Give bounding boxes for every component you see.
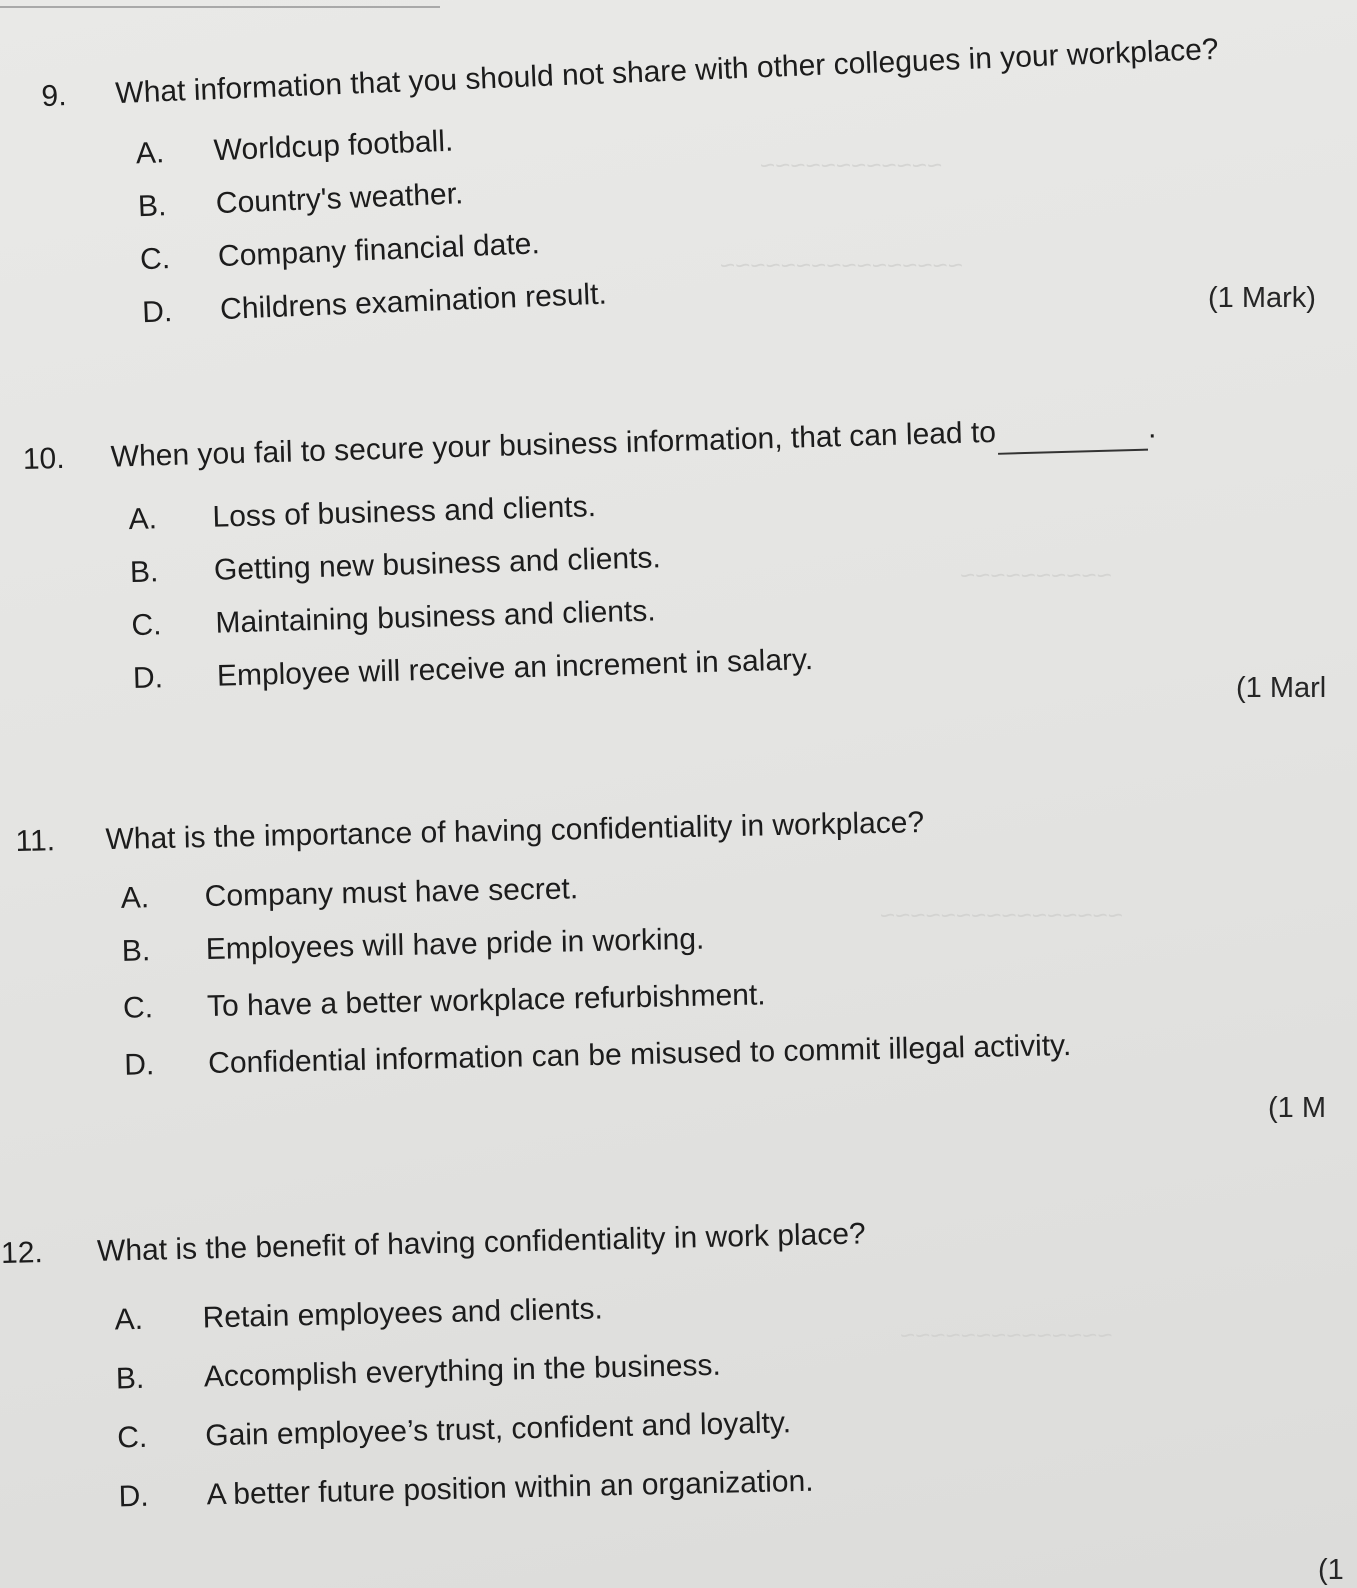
option-text: Loss of business and clients.	[212, 490, 597, 534]
option-letter: C.	[139, 242, 171, 277]
option-text: Childrens examination result.	[219, 277, 608, 327]
option-letter: A.	[135, 136, 165, 171]
bleed-through-decoration: ~~~~~~~~~~~~	[760, 150, 943, 180]
question-10	[22, 399, 1357, 708]
option-letter: D.	[132, 661, 164, 696]
option-text: Retain employees and clients.	[202, 1292, 604, 1335]
option-text: Gain employee’s trust, confident and loyalty.	[204, 1406, 792, 1453]
question-text-suffix: .	[1147, 411, 1157, 445]
option-letter: B.	[121, 934, 151, 968]
option-letter: C.	[131, 608, 162, 643]
option-letter: D.	[123, 1048, 155, 1082]
option-text: Company must have secret.	[204, 872, 579, 914]
option-letter: B.	[129, 555, 159, 590]
top-rule-divider	[0, 6, 440, 8]
question-text-main: When you fail to secure your business information, that can lead to	[110, 415, 997, 474]
bleed-through-decoration: ~~~~~~~~~~~~~~~~	[880, 900, 1123, 930]
option-letter: C.	[122, 991, 154, 1025]
question-12	[1, 1200, 1357, 1532]
question-text: What is the importance of having confidentiality in workplace?	[105, 805, 925, 857]
question-text: What is the benefit of having confidentiality in work place?	[96, 1217, 867, 1268]
option-text: A better future position within an organization.	[206, 1464, 814, 1512]
question-11-mark: (1 M	[1268, 1092, 1326, 1124]
option-letter: D.	[141, 295, 173, 330]
option-letter: A.	[128, 502, 158, 537]
question-9-mark: (1 Mark)	[1208, 282, 1316, 314]
option-text: Getting new business and clients.	[213, 541, 662, 587]
option-text: To have a better workplace refurbishment.	[206, 978, 766, 1024]
option-text: Confidential information can be misused to commit illegal activity.	[207, 1028, 1072, 1081]
option-text: Country's weather.	[215, 177, 464, 221]
option-text: Employee will receive an increment in salary.	[216, 643, 814, 693]
option-text: Maintaining business and clients.	[215, 594, 657, 640]
question-11	[15, 791, 1357, 1098]
question-9	[41, 19, 1357, 343]
question-number: 12.	[0, 1236, 44, 1271]
option-letter: A.	[114, 1302, 144, 1337]
option-text: Worldcup football.	[213, 124, 454, 168]
option-letter: B.	[137, 189, 167, 224]
question-number: 11.	[15, 824, 56, 859]
option-letter: D.	[118, 1479, 150, 1514]
option-letter: B.	[115, 1361, 145, 1396]
bleed-through-decoration: ~~~~~~~~~~~~~~~~	[720, 250, 963, 280]
question-12-stem	[1, 1200, 1357, 1276]
option-letter: A.	[120, 881, 150, 915]
answer-blank[interactable]	[998, 419, 1149, 455]
option-text: Accomplish everything in the business.	[203, 1348, 722, 1394]
option-text: Employees will have pride in working.	[205, 922, 705, 967]
option-text: Company financial date.	[217, 227, 541, 274]
question-number: 9.	[40, 79, 68, 114]
question-number: 10.	[22, 441, 65, 477]
bleed-through-decoration: ~~~~~~~~~~	[960, 560, 1112, 590]
question-text: What information that you should not share with other collegues in your workplace?	[114, 32, 1220, 111]
option-letter: C.	[116, 1420, 148, 1455]
question-12-mark: (1	[1318, 1554, 1344, 1586]
question-10-mark: (1 Marl	[1236, 672, 1327, 704]
bleed-through-decoration: ~~~~~~~~~~~~~~	[900, 1320, 1113, 1350]
